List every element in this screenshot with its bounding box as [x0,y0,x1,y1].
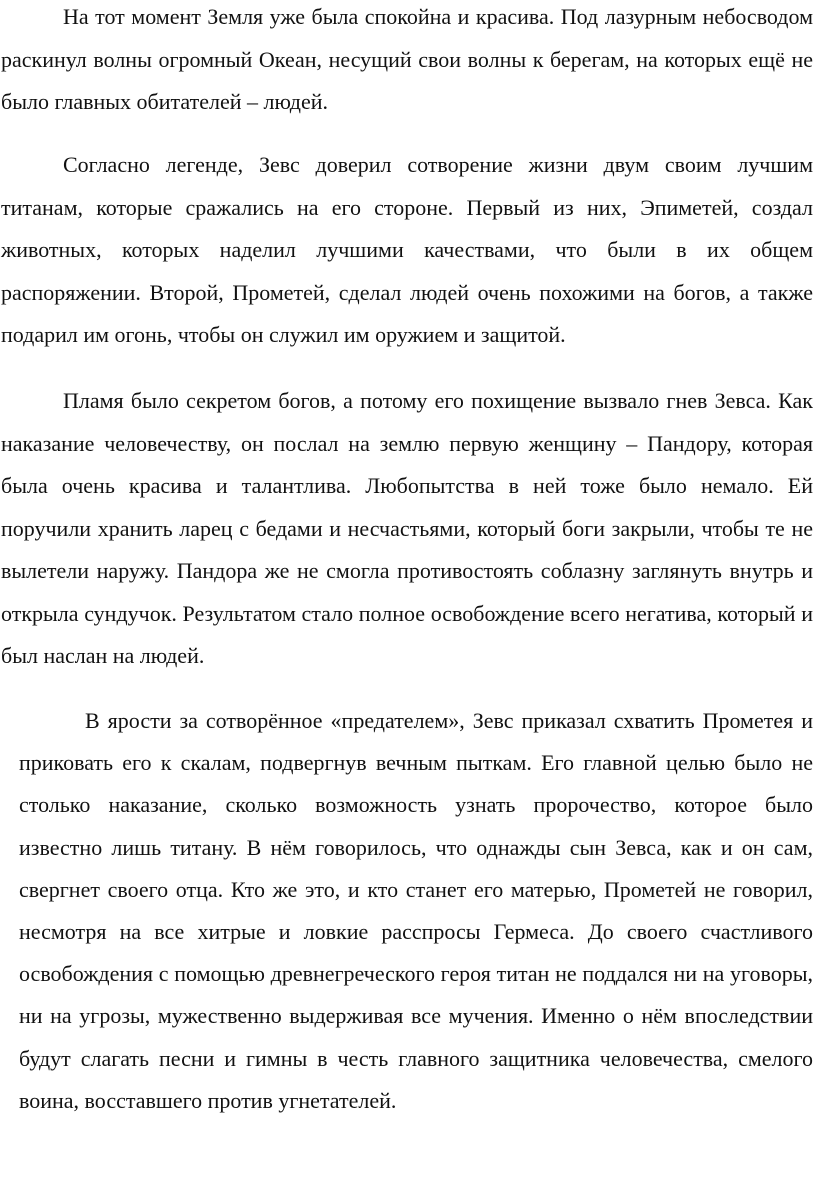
paragraph-prometheus-punishment: В ярости за сотворённое «предателем», Зевс приказал схватить Прометея и приковать его к скалам, подвергнув вечным пыткам. Его главной целью было не столько наказание, сколько возможность узнать пророчество, которое было известно лишь титану. В нём говорилось, что однажды сын Зевса, как и он сам, свергнет своего отца. Кто же это, и кто станет его матерью, Прометей не говорил, несмотря на все хитрые и ловкие расспросы Гермеса. До своего счастливого освобождения с помощью древнегреческого героя титан не поддался ни на уговоры, ни на угрозы, мужественно выдерживая все мучения. Именно о нём впоследствии будут слагать песни и гимны в честь главного защитника человечества, смелого воина, восставшего против угнетателей. [19,708,813,1113]
paragraph-earth-and-ocean: На тот момент Земля уже была спокойна и красива. Под лазурным небосводом раскинул волны огромный Океан, несущий свои волны к берегам, на которых ещё не было главных обитателей – людей. [1,4,813,114]
paragraph-pandora: Пламя было секретом богов, а потому его похищение вызвало гнев Зевса. Как наказание человечеству, он послал на землю первую женщину – Пандору, которая была очень красива и талантлива. Любопытства в ней тоже было немало. Ей поручили хранить ларец с бедами и несчастьями, который боги закрыли, чтобы те не вылетели наружу. Пандора же не смогла противостоять соблазну заглянуть внутрь и открыла сундучок. Результатом стало полное освобождение всего негатива, который и был наслан на людей. [1,388,813,668]
paragraph-creation-of-life: Согласно легенде, Зевс доверил сотворение жизни двум своим лучшим титанам, которые сражались на его стороне. Первый из них, Эпиметей, создал животных, которых наделил лучшими качествами, что были в их общем распоряжении. Второй, Прометей, сделал людей очень похожими на богов, а также подарил им огонь, чтобы он служил им оружием и защитой. [1,152,813,347]
